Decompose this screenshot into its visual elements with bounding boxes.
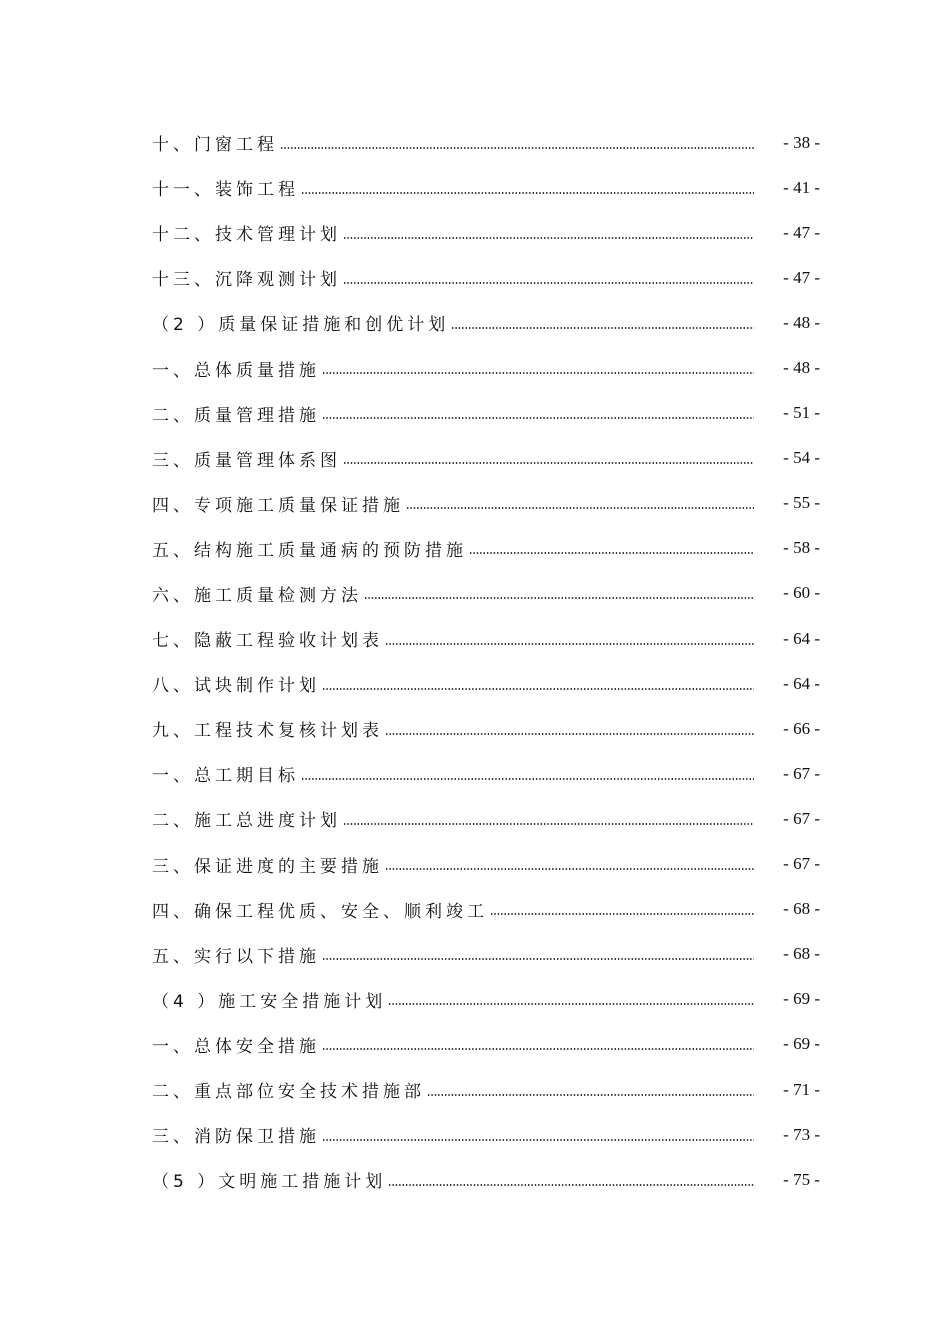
toc-dot-leader — [322, 1139, 754, 1141]
toc-entry-page: - 67 - — [783, 854, 820, 874]
toc-entry-title: 四、确保工程优质、安全、顺利竣工 — [152, 901, 488, 922]
toc-entry-title: （4 ）施工安全措施计划 — [152, 991, 387, 1012]
toc-entry[interactable] — [152, 300, 820, 345]
toc-entry[interactable] — [152, 887, 820, 932]
toc-entry-title: 五、实行以下措施 — [152, 946, 320, 967]
toc-entry-title: 九、工程技术复核计划表 — [152, 721, 383, 742]
toc-entry-title: （5 ）文明施工措施计划 — [152, 1172, 387, 1193]
toc-entry[interactable] — [152, 1022, 820, 1067]
toc-entry-page: - 71 - — [783, 1079, 820, 1099]
toc-dot-leader — [385, 643, 754, 645]
toc-entry-title: 六、施工质量检测方法 — [152, 585, 362, 606]
toc-entry-page: - 64 - — [783, 628, 820, 648]
table-of-contents — [152, 120, 820, 1202]
toc-entry-title: 十二、技术管理计划 — [152, 225, 341, 246]
toc-entry[interactable] — [152, 1112, 820, 1157]
toc-entry[interactable] — [152, 571, 820, 616]
toc-dot-leader — [343, 823, 754, 825]
toc-entry-title: 十三、沉降观测计划 — [152, 270, 341, 291]
toc-entry-page: - 38 - — [783, 132, 820, 152]
toc-entry-page: - 69 - — [783, 1034, 820, 1054]
toc-entry[interactable] — [152, 616, 820, 661]
toc-dot-leader — [427, 1094, 754, 1096]
toc-dot-leader — [364, 597, 754, 599]
toc-entry-page: - 67 - — [783, 808, 820, 828]
toc-dot-leader — [322, 372, 754, 374]
toc-dot-leader — [280, 147, 754, 149]
toc-entry-page: - 68 - — [783, 899, 820, 919]
toc-entry-title: 四、专项施工质量保证措施 — [152, 495, 404, 516]
toc-dot-leader — [451, 327, 754, 329]
toc-entry-page: - 66 - — [783, 718, 820, 738]
toc-entry-title: 二、重点部位安全技术措施部 — [152, 1082, 425, 1103]
toc-entry-page: - 47 - — [783, 222, 820, 242]
toc-entry-page: - 75 - — [783, 1169, 820, 1189]
toc-entry[interactable] — [152, 751, 820, 796]
toc-entry[interactable] — [152, 977, 820, 1022]
toc-entry[interactable] — [152, 1067, 820, 1112]
toc-entry-title: （2 ）质量保证措施和创优计划 — [152, 315, 450, 336]
toc-entry-page: - 64 - — [783, 673, 820, 693]
toc-entry-title: 五、结构施工质量通病的预防措施 — [152, 540, 467, 561]
toc-dot-leader — [301, 778, 754, 780]
toc-entry-title: 三、质量管理体系图 — [152, 450, 341, 471]
toc-entry[interactable] — [152, 210, 820, 255]
toc-dot-leader — [406, 507, 754, 509]
toc-dot-leader — [343, 462, 754, 464]
toc-entry[interactable] — [152, 661, 820, 706]
toc-dot-leader — [385, 733, 754, 735]
toc-entry[interactable] — [152, 932, 820, 977]
toc-dot-leader — [322, 958, 754, 960]
toc-dot-leader — [322, 417, 754, 419]
toc-entry-title: 一、总体安全措施 — [152, 1036, 320, 1057]
toc-entry[interactable] — [152, 255, 820, 300]
toc-entry[interactable] — [152, 120, 820, 165]
toc-entry-page: - 73 - — [783, 1124, 820, 1144]
toc-entry[interactable] — [152, 165, 820, 210]
toc-dot-leader — [385, 868, 754, 870]
toc-entry-page: - 54 - — [783, 448, 820, 468]
toc-entry[interactable] — [152, 1157, 820, 1202]
toc-entry-title: 一、总体质量措施 — [152, 360, 320, 381]
toc-entry-title: 三、保证进度的主要措施 — [152, 856, 383, 877]
toc-entry[interactable] — [152, 481, 820, 526]
toc-entry-title: 二、质量管理措施 — [152, 405, 320, 426]
toc-entry-page: - 51 - — [783, 403, 820, 423]
toc-dot-leader — [469, 552, 754, 554]
toc-dot-leader — [343, 282, 754, 284]
toc-entry-page: - 48 - — [783, 358, 820, 378]
toc-dot-leader — [301, 192, 754, 194]
toc-dot-leader — [388, 1003, 754, 1005]
toc-entry[interactable] — [152, 345, 820, 390]
toc-entry-title: 二、施工总进度计划 — [152, 811, 341, 832]
toc-entry-page: - 48 - — [783, 312, 820, 332]
toc-dot-leader — [490, 913, 754, 915]
toc-dot-leader — [388, 1184, 754, 1186]
toc-dot-leader — [322, 1048, 754, 1050]
toc-entry-page: - 47 - — [783, 267, 820, 287]
toc-entry-title: 三、消防保卫措施 — [152, 1127, 320, 1148]
toc-entry-page: - 60 - — [783, 583, 820, 603]
toc-entry-title: 十一、装饰工程 — [152, 180, 299, 201]
toc-entry-page: - 67 - — [783, 763, 820, 783]
toc-entry-title: 一、总工期目标 — [152, 766, 299, 787]
toc-entry[interactable] — [152, 796, 820, 841]
toc-entry-page: - 41 - — [783, 177, 820, 197]
toc-entry-title: 七、隐蔽工程验收计划表 — [152, 631, 383, 652]
toc-entry-title: 十、门窗工程 — [152, 135, 278, 156]
toc-entry-title: 八、试块制作计划 — [152, 676, 320, 697]
toc-dot-leader — [322, 688, 754, 690]
toc-entry[interactable] — [152, 842, 820, 887]
toc-entry-page: - 58 - — [783, 538, 820, 558]
toc-entry[interactable] — [152, 436, 820, 481]
toc-entry[interactable] — [152, 706, 820, 751]
toc-entry[interactable] — [152, 391, 820, 436]
toc-entry-page: - 68 - — [783, 944, 820, 964]
toc-entry-page: - 69 - — [783, 989, 820, 1009]
toc-entry-page: - 55 - — [783, 493, 820, 513]
toc-entry[interactable] — [152, 526, 820, 571]
toc-dot-leader — [343, 237, 754, 239]
